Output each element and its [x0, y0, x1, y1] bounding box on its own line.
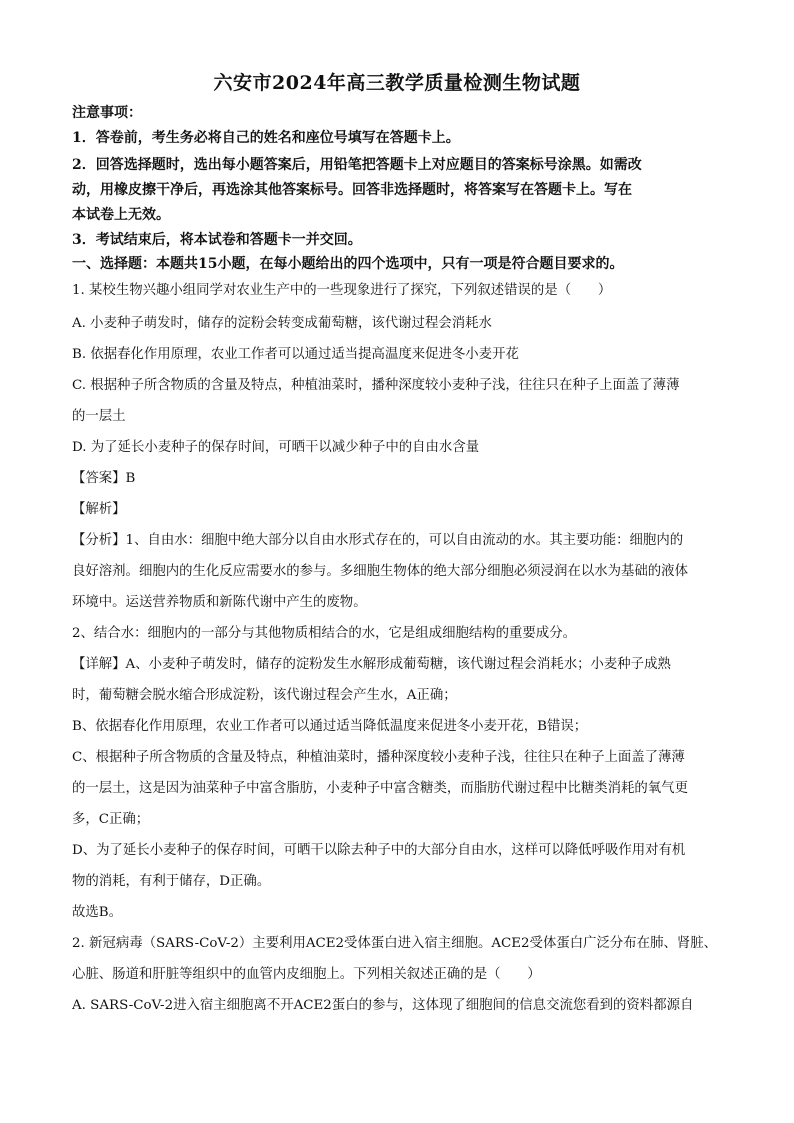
notice-item-2-line-2: 动，用橡皮擦干净后，再选涂其他答案标号。回答非选择题时，将答案写在答题卡上。写在 — [72, 182, 632, 198]
q1-xiangjie-line-6: 多，C正确； — [72, 812, 150, 827]
notice-item-1: 1．答卷前，考生务必将自己的姓名和座位号填写在答题卡上。 — [72, 130, 460, 146]
q1-xiangjie-line-8: 物的消耗，有利于储存，D正确。 — [72, 874, 271, 889]
notice-heading: 注意事项： — [72, 105, 142, 121]
q1-xiangjie-line-9: 故选B。 — [72, 905, 123, 920]
q1-fenxi-line-2: 良好溶剂。细胞内的生化反应需要水的参与。多细胞生物体的绝大部分细胞必须浸润在以水为基础的液体 — [72, 564, 688, 579]
q1-fenxi-line-3: 环境中。运送营养物质和新陈代谢中产生的废物。 — [72, 595, 367, 610]
q1-xiangjie-line-2: 时，葡萄糖会脱水缩合形成淀粉，该代谢过程会产生水，A正确； — [72, 688, 457, 703]
notice-item-2-line-3: 本试卷上无效。 — [72, 207, 170, 223]
q1-option-c-line-2: 的一层土 — [72, 409, 126, 424]
q1-xiangjie-line-5: 的一层土，这是因为油菜种子中富含脂肪，小麦种子中富含糖类，而脂肪代谢过程中比糖类消耗的氧气更 — [72, 781, 688, 796]
page-title: 六安市2024年高三教学质量检测生物试题 — [213, 72, 581, 94]
q2-stem-line-2: 心脏、肠道和肝脏等组织中的血管内皮细胞上。下列相关叙述正确的是（ ） — [72, 967, 541, 982]
q1-option-c-line-1: C. 根据种子所含物质的含量及特点，种植油菜时，播种深度较小麦种子浅，往往只在种子上面盖了薄薄 — [72, 378, 680, 393]
q1-stem: 1. 某校生物兴趣小组同学对农业生产中的一些现象进行了探究，下列叙述错误的是（ ） — [72, 283, 612, 298]
section-heading: 一、选择题：本题共15小题，在每小题给出的四个选项中，只有一项是符合题目要求的。 — [72, 256, 624, 272]
q1-fenxi-line-1: 【分析】1、自由水：细胞中绝大部分以自由水形式存在的，可以自由流动的水。其主要功能：细胞内的 — [72, 533, 684, 548]
q1-answer: 【答案】B — [72, 471, 136, 486]
q1-fenxi-line-4: 2、结合水：细胞内的一部分与其他物质相结合的水，它是组成细胞结构的重要成分。 — [72, 626, 576, 641]
q1-xiangjie-line-7: D、为了延长小麦种子的保存时间，可晒干以除去种子中的大部分自由水，这样可以降低呼吸作用对有机 — [72, 843, 686, 858]
q2-stem-line-1: 2. 新冠病毒（SARS-CoV-2）主要利用ACE2受体蛋白进入宿主细胞。ACE2受体蛋白广泛分布在肺、肾脏、 — [72, 936, 718, 951]
q1-option-b: B. 依据春化作用原理，农业工作者可以通过适当提高温度来促进冬小麦开花 — [72, 347, 519, 362]
notice-item-3: 3．考试结束后，将本试卷和答题卡一并交回。 — [72, 232, 362, 248]
q1-xiangjie-line-3: B、依据春化作用原理，农业工作者可以通过适当降低温度来促进冬小麦开花，B错误； — [72, 719, 588, 734]
q2-option-a: A. SARS-CoV-2进入宿主细胞离不开ACE2蛋白的参与，这体现了细胞间的信息交流您看到的资料都源自 — [72, 998, 694, 1013]
q1-option-a: A. 小麦种子萌发时，储存的淀粉会转变成葡萄糖，该代谢过程会消耗水 — [72, 316, 492, 331]
q1-option-d: D. 为了延长小麦种子的保存时间，可晒干以减少种子中的自由水含量 — [72, 440, 480, 455]
notice-item-2-line-1: 2．回答选择题时，选出每小题答案后，用铅笔把答题卡上对应题目的答案标号涂黑。如需改 — [72, 157, 642, 173]
q1-xiangjie-line-4: C、根据种子所含物质的含量及特点，种植油菜时，播种深度较小麦种子浅，往往只在种子上面盖了薄薄 — [72, 750, 685, 765]
q1-xiangjie-line-1: 【详解】A、小麦种子萌发时，储存的淀粉发生水解形成葡萄糖，该代谢过程会消耗水；小麦种子成熟 — [72, 657, 671, 672]
q1-analysis-label: 【解析】 — [72, 502, 126, 517]
